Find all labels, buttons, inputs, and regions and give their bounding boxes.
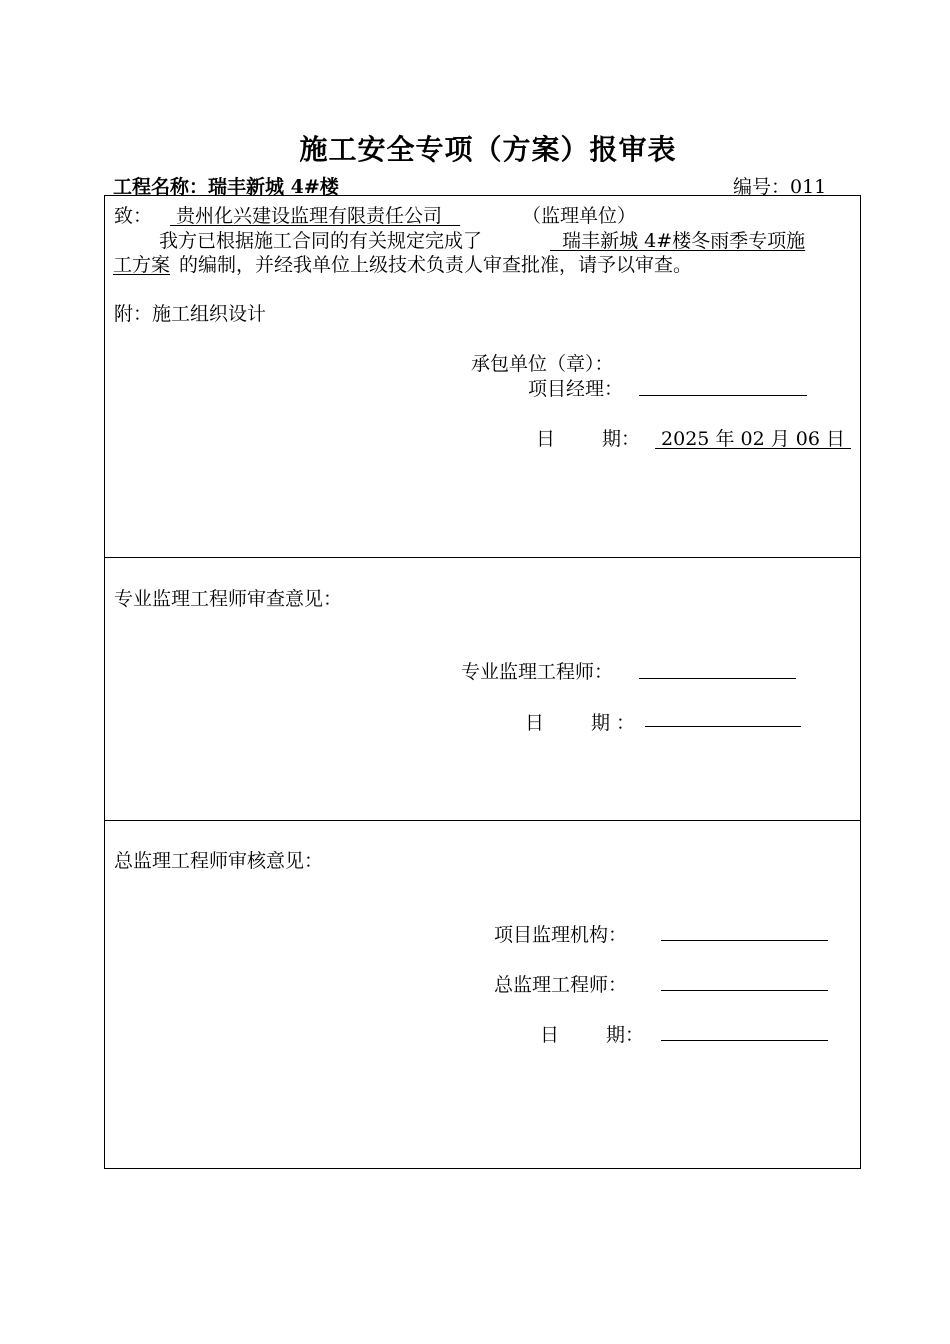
to-prefix: 致： (114, 205, 153, 227)
date-label-3b: 期： (606, 1024, 645, 1046)
plan-name-line1: 瑞丰新城 4#楼冬雨季专项施 (562, 230, 806, 252)
approval-heading: 总监理工程师审核意见： (114, 850, 324, 872)
plan-name-line2: 工方案 (113, 254, 171, 276)
review-heading: 专业监理工程师审查意见： (114, 588, 343, 610)
manager-label: 项目经理： (528, 378, 624, 400)
section-divider-1 (104, 557, 861, 558)
section-divider-2 (104, 820, 861, 821)
date-label-2b: 期 ： (591, 712, 636, 734)
manager-signature-line (639, 395, 807, 396)
date-label-2: 日 (525, 712, 545, 734)
submit-date: 2025 年 02 月 06 日 (661, 428, 845, 450)
review-date-line (645, 726, 801, 727)
date-label-1b: 期： (602, 428, 641, 450)
org-signature-line (661, 940, 828, 941)
approval-date-line (661, 1040, 828, 1041)
engineer-signature-line (639, 678, 796, 679)
supervisor-unit-role: （监理单位） (522, 205, 637, 227)
date-label-3: 日 (540, 1024, 560, 1046)
org-label: 项目监理机构： (494, 924, 628, 946)
document-title: 施工安全专项（方案）报审表 (299, 133, 677, 166)
body-intro: 我方已根据施工合同的有关规定完成了 (159, 230, 483, 252)
document-number: 编号：011 (733, 176, 827, 198)
supervisor-unit-name: 贵州化兴建设监理有限责任公司 (176, 205, 443, 227)
contractor-label: 承包单位（章）： (471, 353, 614, 375)
project-name: 工程名称：瑞丰新城 4#楼 (113, 176, 339, 198)
chief-signature-line (661, 990, 828, 991)
attachment: 附：施工组织设计 (114, 303, 267, 325)
body-rest: 的编制，并经我单位上级技术负责人审查批准，请予以审查。 (179, 254, 693, 276)
date-label-1: 日 (536, 428, 556, 450)
chief-label: 总监理工程师： (494, 974, 628, 996)
engineer-label: 专业监理工程师： (461, 661, 614, 683)
